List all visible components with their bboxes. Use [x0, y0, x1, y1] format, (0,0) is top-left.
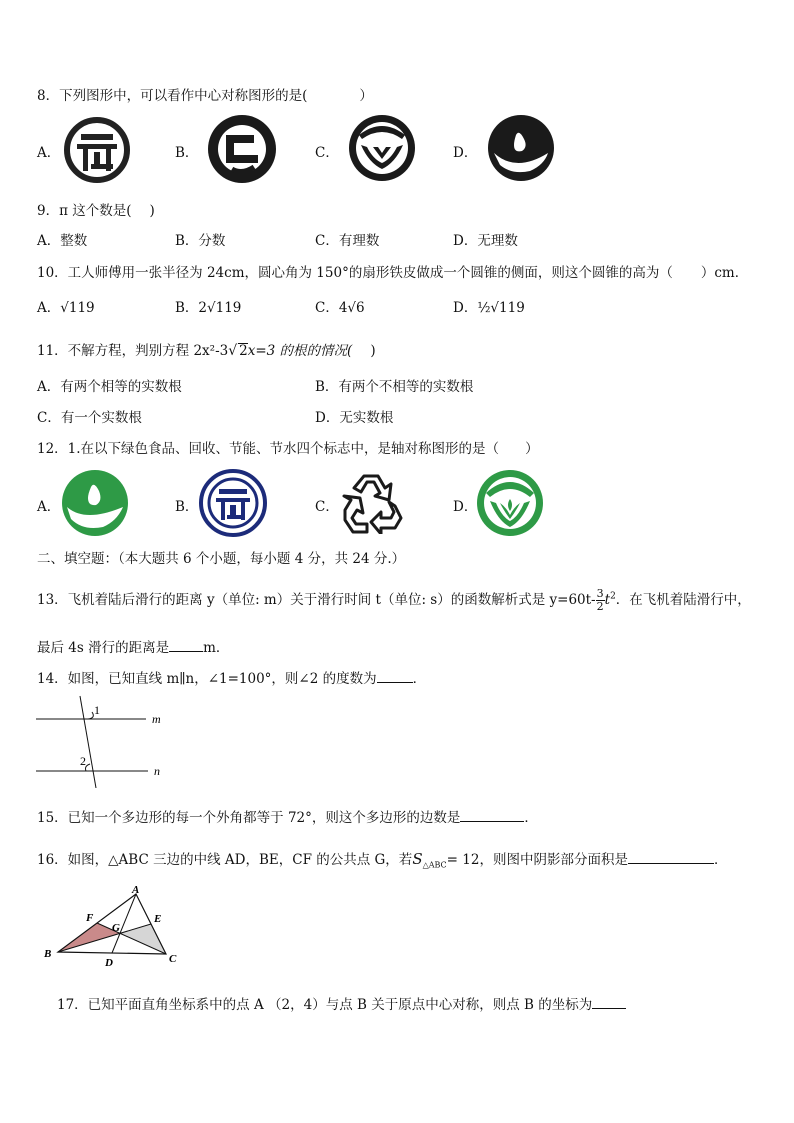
- heart-leaf-emblem-icon: [347, 113, 417, 183]
- q13-line1-text: 13．飞机着陆后滑行的距离 y（单位: m）关于滑行时间 t（单位: s）的函数解析式是 y=60t-: [37, 592, 596, 608]
- q10-option-a-label: A．: [37, 300, 61, 316]
- q16-area-sub: △ABC: [422, 860, 447, 870]
- question-17-stem: [57, 993, 626, 1013]
- point-f-label: F: [86, 912, 94, 924]
- question-14-stem: [37, 667, 426, 687]
- q11-stem-end: ): [370, 343, 376, 359]
- q13-fraction: [596, 588, 605, 613]
- q16-stem-end: ．: [713, 852, 728, 868]
- q9-stem-text: 9．π 这个数是(: [37, 203, 132, 219]
- question-16-stem: [37, 848, 727, 870]
- q10-option-a-math: √119: [60, 300, 95, 316]
- line-m-label: m: [152, 712, 161, 726]
- q13-var: t: [604, 592, 611, 608]
- point-g-label: G: [112, 922, 120, 934]
- q10-stem-text: 10．工人师傅用一张半径为 24cm，圆心角为 150°的扇形铁皮做成一个圆锥的侧面，则这个圆锥的高为（: [37, 265, 673, 281]
- q11-stem-b: x=3 的根的情况(: [247, 343, 353, 359]
- q13-exp: 2: [610, 591, 616, 602]
- q8-option-b[interactable]: B．: [175, 145, 199, 161]
- q13-frac-num: 3: [596, 587, 604, 600]
- q10-option-c-label: C．: [315, 300, 339, 316]
- q16-answer-blank[interactable]: [628, 851, 714, 864]
- angle-2-label: 2: [80, 754, 86, 768]
- question-12-stem: [37, 437, 539, 457]
- q10-option-b-math: 2√119: [198, 300, 242, 316]
- q16-area-value: = 12: [446, 852, 480, 868]
- q11-option-c[interactable]: C．有一个实数根: [37, 410, 142, 426]
- q9-option-b[interactable]: B．分数: [175, 233, 226, 249]
- q17-answer-blank[interactable]: [592, 996, 626, 1009]
- green-food-logo-icon: [476, 469, 544, 537]
- q17-stem-text: 17．已知平面直角坐标系中的点 A （2，4）与点 B 关于原点中心对称，则点 B 的坐标为: [57, 997, 593, 1013]
- q9-stem-end: ): [149, 203, 155, 219]
- q10-option-a[interactable]: [37, 296, 95, 316]
- swirl-emblem-icon: [206, 113, 278, 185]
- q14-stem-text: 14．如图，已知直线 m∥n，∠1=100°，则∠2 的度数为: [37, 671, 377, 687]
- q8-option-a[interactable]: A．: [37, 145, 61, 161]
- q12-option-b[interactable]: B．: [175, 499, 199, 515]
- q13-line1-end: ．在飞机着陆滑行中，: [615, 592, 751, 608]
- q15-stem-text: 15．已知一个多边形的每一个外角都等于 72°，则这个多边形的边数是: [37, 810, 461, 826]
- shaded-region-bfg: [58, 923, 120, 952]
- q11-sqrt-value: 2: [239, 343, 248, 359]
- q9-option-c[interactable]: C．有理数: [315, 233, 380, 249]
- q16-stem-b: ，则图中阴影部分面积是: [479, 852, 628, 868]
- q12-option-a[interactable]: A．: [37, 499, 61, 515]
- q15-stem-end: ．: [524, 810, 538, 826]
- q10-option-d-label: D．: [453, 300, 478, 316]
- angle-1-label: 1: [94, 703, 100, 717]
- q10-option-b[interactable]: [175, 296, 241, 316]
- vertex-c-label: C: [169, 953, 177, 965]
- q10-option-d[interactable]: [453, 296, 525, 316]
- q14-answer-blank[interactable]: [377, 670, 413, 683]
- section-2-title: 二、填空题：（本大题共 6 个小题，每小题 4 分，共 24 分.）: [37, 551, 406, 567]
- question-11-stem: [37, 339, 376, 359]
- q12-option-c[interactable]: C．: [315, 499, 339, 515]
- q10-option-b-label: B．: [175, 300, 199, 316]
- q10-option-c[interactable]: [315, 296, 365, 316]
- q16-stem-a: 16．如图，△ABC 三边的中线 AD，BE，CF 的公共点 G，若: [37, 852, 413, 868]
- q13-line2-end: m．: [203, 640, 230, 656]
- q16-area-symbol: S: [412, 850, 423, 868]
- green-water-logo-icon: [61, 469, 129, 537]
- q11-option-d[interactable]: D．无实数根: [315, 410, 394, 426]
- q11-stem-a: 11．不解方程，判别方程 2x²-3: [37, 343, 229, 359]
- water-drop-emblem-icon: [486, 113, 556, 183]
- sqrt-symbol: √: [228, 343, 238, 359]
- q8-option-c[interactable]: C．: [315, 145, 339, 161]
- q12-option-d[interactable]: D．: [453, 499, 478, 515]
- q8-option-d[interactable]: D．: [453, 145, 478, 161]
- point-e-label: E: [154, 913, 162, 925]
- line-n-label: n: [154, 764, 160, 778]
- question-8-stem: [37, 84, 373, 104]
- q11-option-a[interactable]: A．有两个相等的实数根: [37, 379, 182, 395]
- vertex-a-label: A: [132, 884, 140, 896]
- building-emblem-icon: [63, 116, 131, 184]
- q9-option-d[interactable]: D．无理数: [453, 233, 518, 249]
- vertex-b-label: B: [44, 948, 52, 960]
- q12-stem-text: 12．1.在以下绿色食品、回收、节能、节水四个标志中，是轴对称图形的是（: [37, 441, 500, 457]
- question-15-stem: [37, 806, 538, 826]
- q10-option-d-math: ½√119: [477, 300, 525, 316]
- q15-answer-blank[interactable]: [460, 809, 524, 822]
- triangle-medians-figure: [38, 884, 183, 970]
- q9-option-a[interactable]: A．整数: [37, 233, 88, 249]
- q13-frac-den: 2: [596, 600, 604, 613]
- q8-stem-end: ）: [359, 88, 373, 104]
- question-13-line1: [37, 588, 751, 613]
- question-9-stem: [37, 199, 155, 219]
- q10-stem-end: ）cm．: [700, 265, 749, 281]
- parallel-lines-figure: [36, 692, 176, 788]
- question-10-stem: [37, 261, 748, 281]
- question-13-line2: [37, 636, 229, 656]
- q11-option-b[interactable]: B．有两个不相等的实数根: [315, 379, 474, 395]
- energy-saving-logo-icon: [199, 469, 267, 537]
- q13-line2-text: 最后 4s 滑行的距离是: [37, 640, 170, 656]
- point-d-label: D: [105, 957, 113, 969]
- q12-stem-end: ）: [525, 441, 539, 457]
- q10-option-c-math: 4√6: [338, 300, 365, 316]
- q13-answer-blank[interactable]: [169, 639, 203, 652]
- q8-stem-text: 8．下列图形中，可以看作中心对称图形的是(: [37, 88, 308, 104]
- q14-stem-end: ．: [412, 671, 427, 687]
- recycle-icon: [339, 470, 405, 534]
